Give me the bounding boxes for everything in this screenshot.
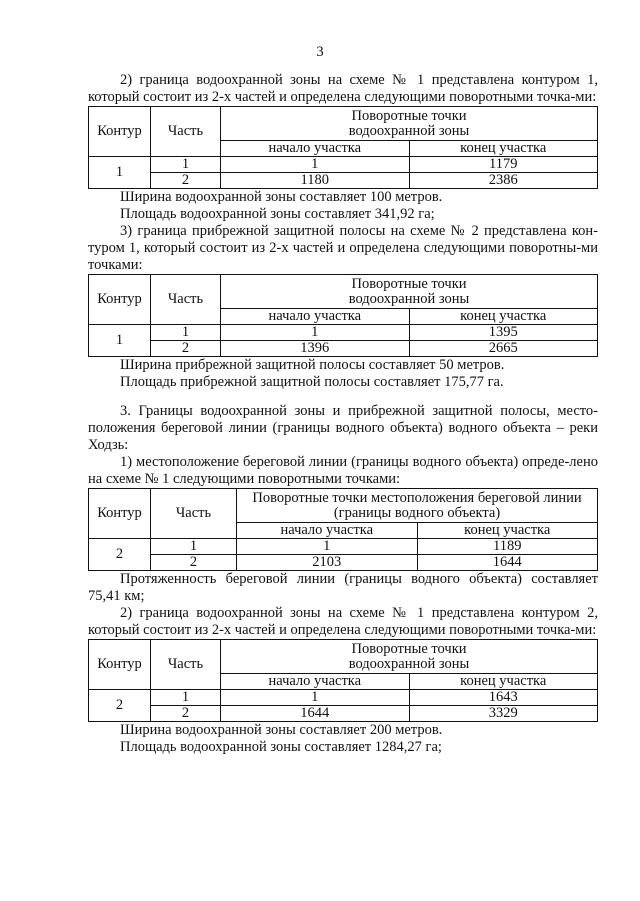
cell-end: 1395 bbox=[409, 325, 598, 341]
header-end: конец участка bbox=[417, 523, 598, 539]
header-start: начало участка bbox=[221, 309, 410, 325]
header-contour: Контур bbox=[89, 489, 151, 539]
cell-part: 2 bbox=[151, 555, 237, 571]
header-part: Часть bbox=[151, 489, 237, 539]
cell-start: 1 bbox=[237, 539, 418, 555]
header-end: конец участка bbox=[409, 674, 598, 690]
cell-end: 3329 bbox=[409, 706, 598, 722]
paragraph-area: Площадь прибрежной защитной полосы составляет 175,77 га. bbox=[120, 374, 504, 390]
cell-start: 1 bbox=[221, 325, 410, 341]
header-contour: Контур bbox=[89, 107, 151, 157]
cell-contour: 2 bbox=[89, 690, 151, 722]
paragraph-width: Ширина водоохранной зоны составляет 200 метров. bbox=[120, 722, 443, 738]
section-heading-3: 3. Границы водоохранной зоны и прибрежной защитной полосы, место-положения береговой линии (границы водного объекта) водного объекта – реки Ходзь: bbox=[88, 403, 598, 453]
cell-end: 1644 bbox=[417, 555, 598, 571]
header-line-2: (границы водного объекта) bbox=[333, 504, 501, 521]
header-end: конец участка bbox=[409, 309, 598, 325]
cell-part: 1 bbox=[151, 539, 237, 555]
paragraph-coastal-strip-contour-1: 3) граница прибрежной защитной полосы на схеме № 2 представлена кон-туром 1, который состоит из 2-х частей и определена следующими поворотны-ми точками: bbox=[88, 223, 598, 273]
header-part: Часть bbox=[151, 275, 221, 325]
header-turning-points bbox=[237, 489, 598, 523]
cell-end: 2665 bbox=[409, 341, 598, 357]
paragraph-area: Площадь водоохранной зоны составляет 341,92 га; bbox=[120, 206, 435, 222]
paragraph-area: Площадь водоохранной зоны составляет 1284,27 га; bbox=[120, 739, 442, 755]
cell-start: 1180 bbox=[221, 173, 410, 189]
header-part: Часть bbox=[151, 107, 221, 157]
cell-end: 1179 bbox=[409, 157, 598, 173]
document-body bbox=[88, 72, 598, 756]
cell-start: 2103 bbox=[237, 555, 418, 571]
header-start: начало участка bbox=[237, 523, 418, 539]
header-start: начало участка bbox=[221, 141, 410, 157]
cell-end: 2386 bbox=[409, 173, 598, 189]
header-line-1: Поворотные точки bbox=[351, 275, 467, 292]
paragraph-shoreline-length: Протяженность береговой линии (границы водного объекта) составляет 75,41 км; bbox=[88, 571, 598, 604]
paragraph-water-zone-contour-1: 2) граница водоохранной зоны на схеме № 1 представлена контуром 1, который состоит из 2-х частей и определена следующими поворотными точка-ми: bbox=[88, 72, 598, 105]
header-turning-points bbox=[221, 640, 598, 674]
header-line-2: водоохранной зоны bbox=[348, 290, 470, 307]
cell-part: 2 bbox=[151, 173, 221, 189]
header-line-1: Поворотные точки местоположения береговой линии bbox=[252, 489, 582, 506]
header-turning-points bbox=[221, 275, 598, 309]
cell-part: 1 bbox=[151, 157, 221, 173]
header-turning-points bbox=[221, 107, 598, 141]
table-shoreline-contour-2 bbox=[88, 488, 598, 571]
cell-contour: 1 bbox=[89, 157, 151, 189]
cell-contour: 2 bbox=[89, 539, 151, 571]
cell-contour: 1 bbox=[89, 325, 151, 357]
header-start: начало участка bbox=[221, 674, 410, 690]
paragraph-width: Ширина прибрежной защитной полосы составляет 50 метров. bbox=[120, 357, 505, 373]
cell-start: 1644 bbox=[221, 706, 410, 722]
cell-part: 1 bbox=[151, 690, 221, 706]
header-contour: Контур bbox=[89, 640, 151, 690]
header-contour: Контур bbox=[89, 275, 151, 325]
page-number: 3 bbox=[316, 44, 324, 60]
cell-start: 1396 bbox=[221, 341, 410, 357]
cell-start: 1 bbox=[221, 157, 410, 173]
cell-start: 1 bbox=[221, 690, 410, 706]
table-water-zone-contour-2 bbox=[88, 639, 598, 722]
cell-end: 1643 bbox=[409, 690, 598, 706]
cell-part: 1 bbox=[151, 325, 221, 341]
header-end: конец участка bbox=[409, 141, 598, 157]
section-gap bbox=[88, 391, 598, 403]
header-part: Часть bbox=[151, 640, 221, 690]
table-water-zone-contour-1 bbox=[88, 106, 598, 189]
table-coastal-strip-contour-1 bbox=[88, 274, 598, 357]
header-line-1: Поворотные точки bbox=[351, 640, 467, 657]
paragraph-shoreline: 1) местоположение береговой линии (границы водного объекта) опреде-лено на схеме № 1 следующими поворотными точками: bbox=[88, 454, 598, 487]
header-line-1: Поворотные точки bbox=[351, 107, 467, 124]
paragraph-water-zone-contour-2: 2) граница водоохранной зоны на схеме № 1 представлена контуром 2, который состоит из 2-х частей и определена следующими поворотными точка-ми: bbox=[88, 605, 598, 638]
cell-part: 2 bbox=[151, 341, 221, 357]
cell-part: 2 bbox=[151, 706, 221, 722]
paragraph-width: Ширина водоохранной зоны составляет 100 метров. bbox=[120, 189, 443, 205]
header-line-2: водоохранной зоны bbox=[348, 655, 470, 672]
cell-end: 1189 bbox=[417, 539, 598, 555]
header-line-2: водоохранной зоны bbox=[348, 122, 470, 139]
